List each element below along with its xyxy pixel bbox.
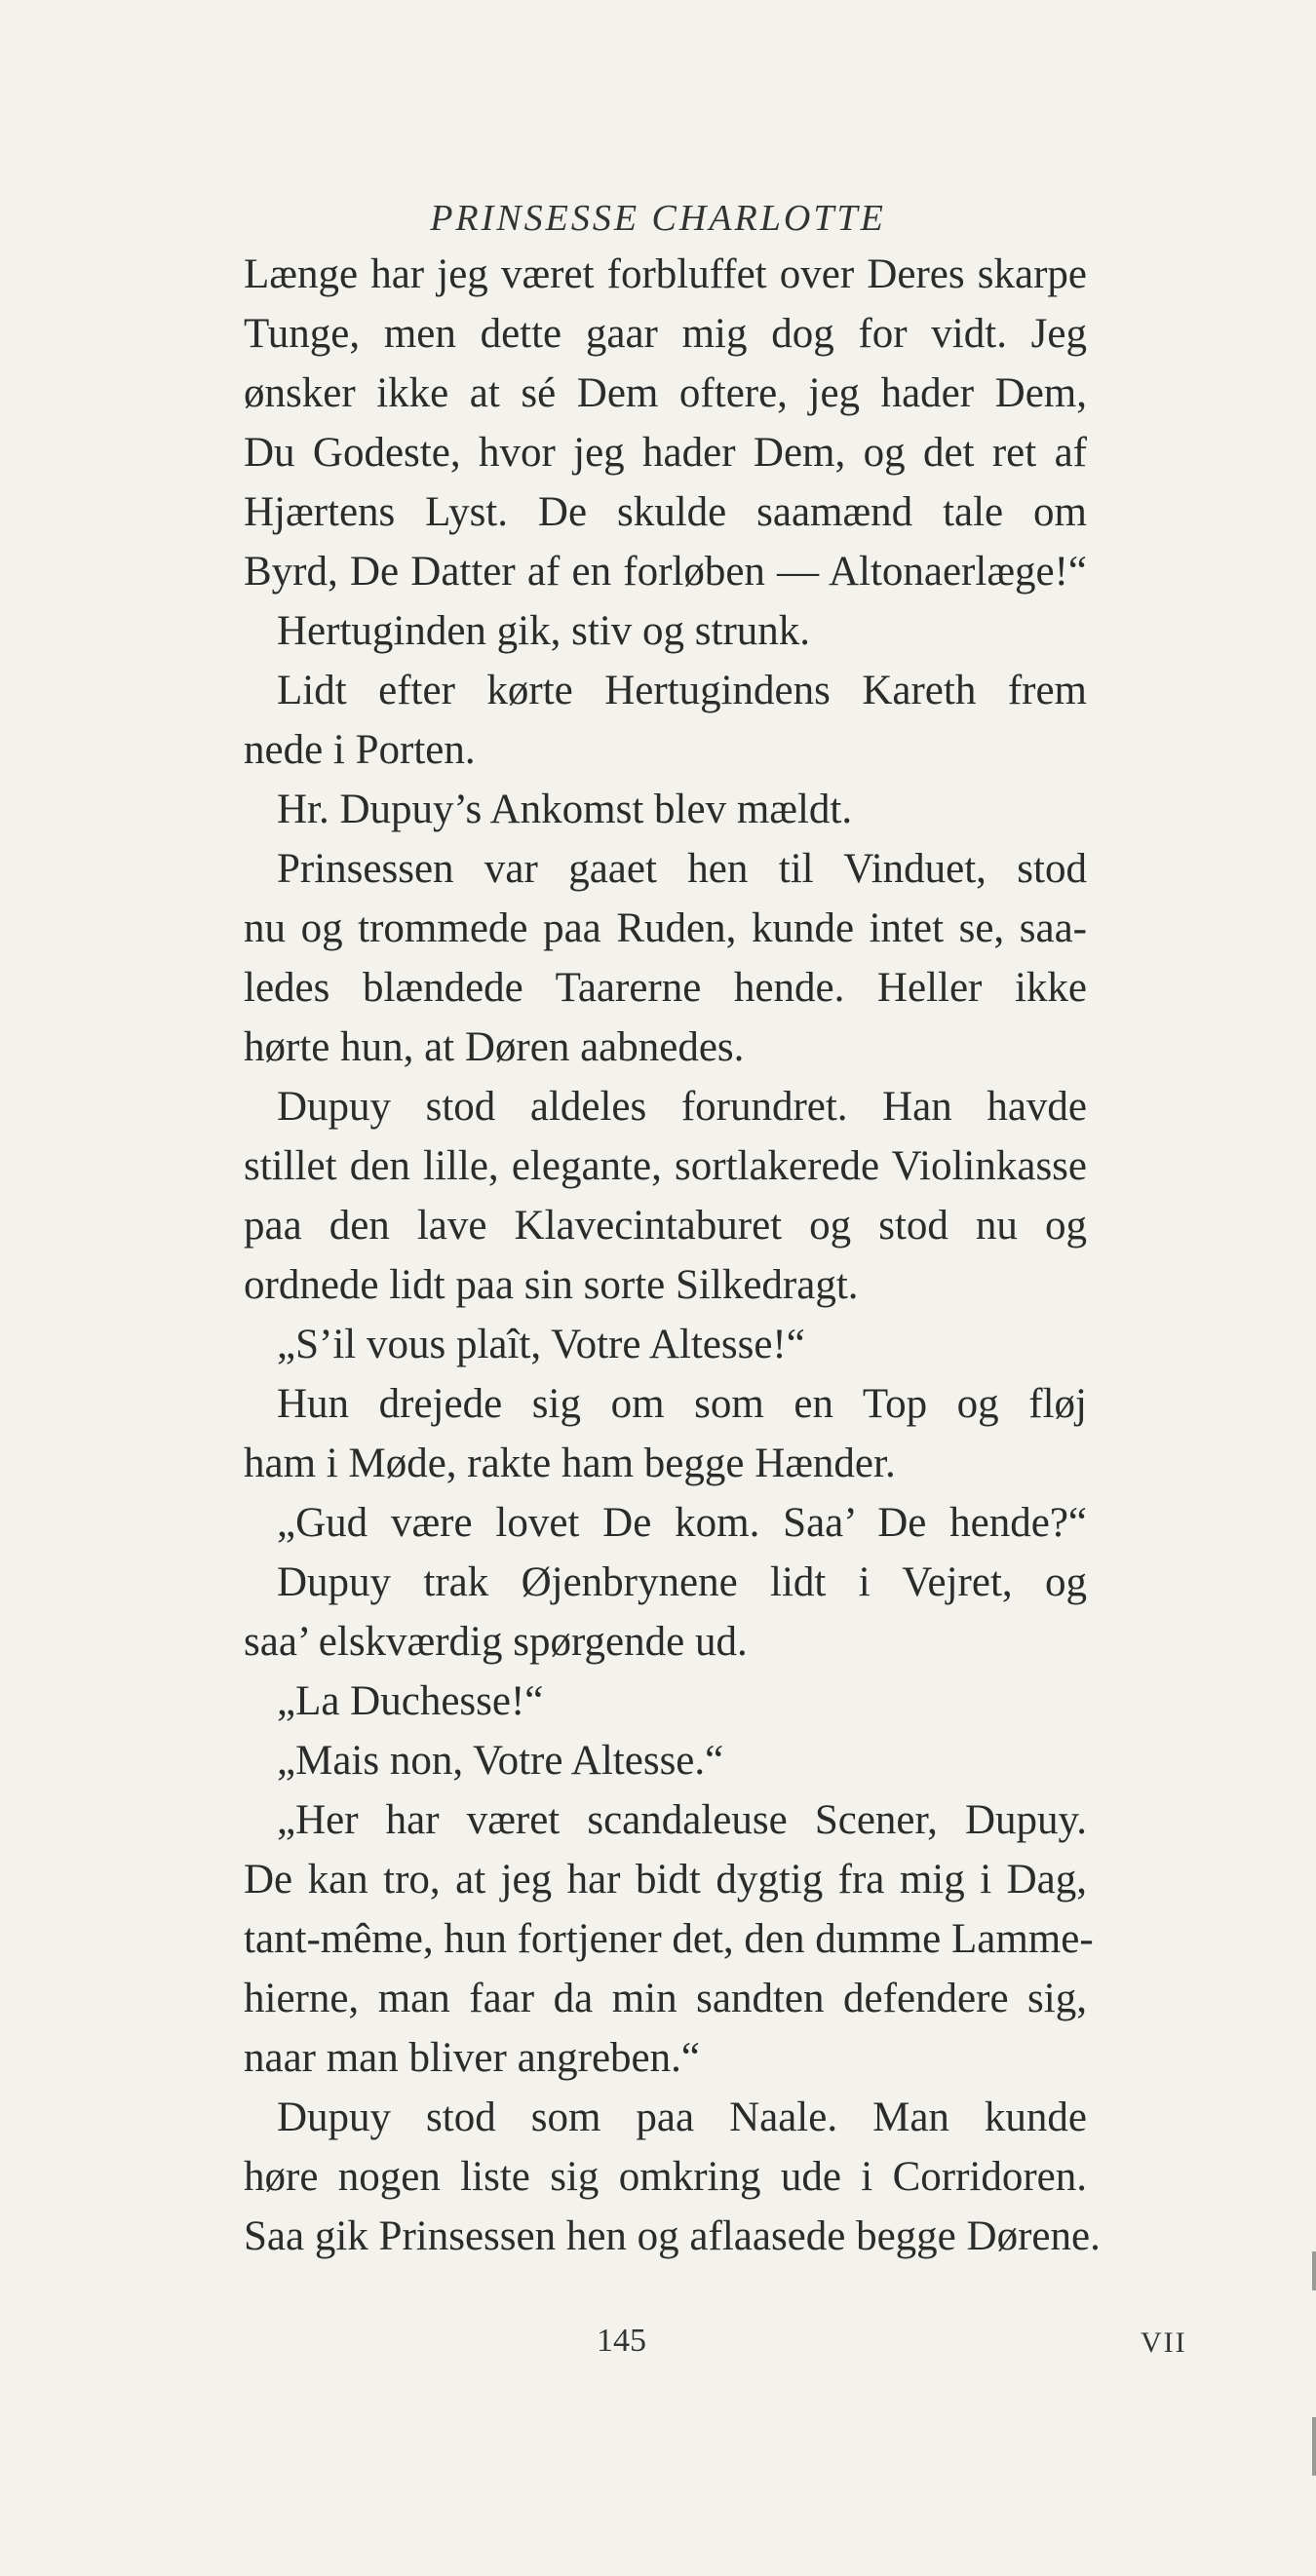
- text-line: Saa gik Prinsessen hen og aflaasede begge Dørene.: [244, 2213, 1101, 2259]
- text-line: paa den lave Klavecintaburet og stod nu og: [244, 1203, 1087, 1249]
- text-line: saa’ elskværdig spørgende ud.: [244, 1619, 748, 1665]
- text-line: nu og trommede paa Ruden, kunde intet se, saa-: [244, 905, 1087, 951]
- text-line: Dupuy stod aldeles forundret. Han havde: [277, 1084, 1087, 1130]
- text-line: Prinsessen var gaaet hen til Vinduet, stod: [277, 846, 1087, 892]
- text-line: ledes blændede Taarerne hende. Heller ikke: [244, 965, 1087, 1011]
- text-line: Hjærtens Lyst. De skulde saamænd tale om: [244, 489, 1087, 535]
- text-line: „Her har været scandaleuse Scener, Dupuy.: [277, 1797, 1087, 1843]
- text-line: Dupuy trak Øjenbrynene lidt i Vejret, og: [277, 1559, 1087, 1605]
- text-line: ordnede lidt paa sin sorte Silkedragt.: [244, 1262, 859, 1308]
- page-edge-shadow: [1312, 2417, 1316, 2476]
- text-line: „Mais non, Votre Altesse.“: [277, 1738, 724, 1784]
- text-line: Du Godeste, hvor jeg hader Dem, og det ret af: [244, 430, 1087, 476]
- page-number: 145: [597, 2323, 646, 2359]
- text-line: „Gud være lovet De kom. Saa’ De hende?“: [277, 1500, 1087, 1546]
- text-line: stillet den lille, elegante, sortlakerede Violinkasse: [244, 1143, 1087, 1189]
- signature-mark: VII: [1141, 2326, 1187, 2359]
- running-head: PRINSESSE CHARLOTTE: [430, 198, 886, 239]
- text-line: høre nogen liste sig omkring ude i Corridoren.: [244, 2154, 1087, 2200]
- text-line: hørte hun, at Døren aabnedes.: [244, 1024, 745, 1070]
- text-line: nede i Porten.: [244, 727, 476, 773]
- text-line: Byrd, De Datter af en forløben — Altonaerlæge!“: [244, 549, 1087, 595]
- text-line: naar man bliver angreben.“: [244, 2035, 700, 2081]
- text-line: Længe har jeg været forbluffet over Deres skarpe: [244, 251, 1087, 297]
- text-line: „La Duchesse!“: [277, 1678, 544, 1724]
- text-line: Hertuginden gik, stiv og strunk.: [277, 608, 811, 654]
- text-line: ham i Møde, rakte ham begge Hænder.: [244, 1441, 896, 1486]
- text-line: „S’il vous plaît, Votre Altesse!“: [277, 1322, 805, 1367]
- text-line: Dupuy stod som paa Naale. Man kunde: [277, 2095, 1087, 2140]
- page-edge-shadow: [1312, 2251, 1316, 2290]
- text-line: tant-même, hun fortjener det, den dumme Lamme-: [244, 1916, 1094, 1962]
- text-line: hierne, man faar da min sandten defendere sig,: [244, 1976, 1087, 2021]
- text-line: Hun drejede sig om som en Top og fløj: [277, 1381, 1087, 1427]
- text-line: Lidt efter kørte Hertugindens Kareth frem: [277, 668, 1087, 713]
- text-line: De kan tro, at jeg har bidt dygtig fra mig i Dag,: [244, 1857, 1087, 1903]
- text-line: Tunge, men dette gaar mig dog for vidt. Jeg: [244, 311, 1087, 357]
- text-line: ønsker ikke at sé Dem oftere, jeg hader Dem,: [244, 370, 1087, 416]
- text-line: Hr. Dupuy’s Ankomst blev mældt.: [277, 787, 853, 832]
